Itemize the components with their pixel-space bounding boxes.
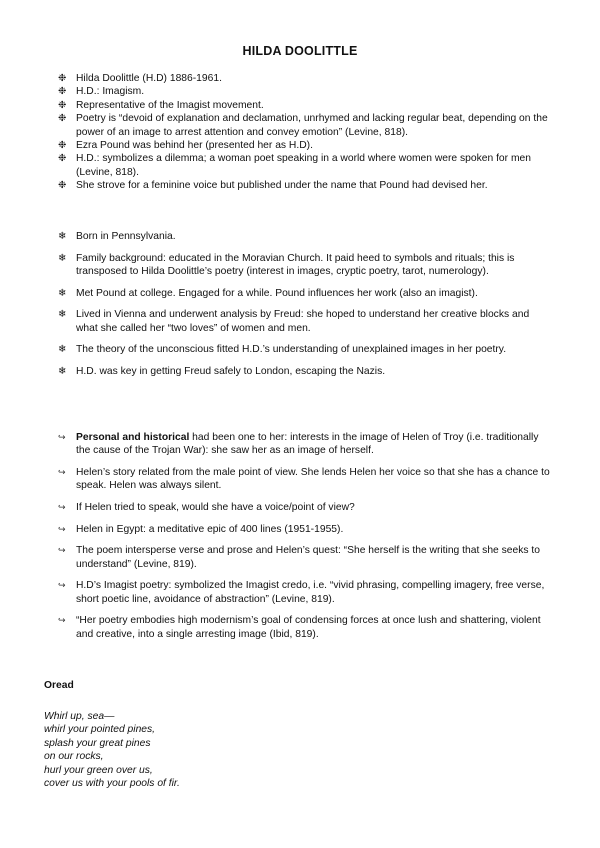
snowflake-bullet-icon: ❄	[58, 252, 67, 264]
list-item: ↪ H.D’s Imagist poetry: symbolized the Imagist credo, i.e. “vivid phrasing, compelling imagery, free verse, short poetic line, avoidance of abstraction” (Levine, 819).	[58, 580, 545, 605]
list-item: ❄ Born in Pennsylvania.	[58, 231, 176, 242]
poem-line: splash your great pines	[44, 737, 151, 749]
snowflake-bullet-icon: ❄	[58, 365, 67, 377]
list-item: ↪ “Her poetry embodies high modernism’s goal of condensing forces at once lush and shattering, violent and creative, into a single arresting image (Ibid, 819).	[58, 615, 541, 640]
list-item: ❄ The theory of the unconscious fitted H.D.’s understanding of unexplained images in her poetry.	[58, 344, 507, 356]
list-item: ❄ Met Pound at college. Engaged for a while. Pound influences her work (also an imagist).	[58, 287, 478, 299]
intro-list	[58, 72, 550, 193]
poem-line: on our rocks,	[44, 751, 104, 763]
curved-arrow-bullet-icon: ↪	[58, 615, 66, 626]
asterisk-bullet-icon: ❉	[58, 73, 67, 84]
poem-line: hurl your green over us,	[44, 764, 153, 776]
list-item: ❉ Ezra Pound was behind her (presented her as H.D).	[58, 140, 313, 152]
helen-list	[58, 431, 550, 649]
poem-line: whirl your pointed pines,	[44, 724, 156, 736]
curved-arrow-bullet-icon: ↪	[58, 467, 66, 477]
curved-arrow-bullet-icon: ↪	[58, 502, 66, 512]
poem-line: Whirl up, sea—	[44, 711, 115, 722]
list-item: ❉ She strove for a feminine voice but published under the name that Pound had devised her.	[58, 180, 488, 192]
list-item: ❉ Hilda Doolittle (H.D) 1886-1961.	[58, 73, 222, 84]
snowflake-bullet-icon: ❄	[58, 344, 67, 356]
list-item: ❄ H.D. was key in getting Freud safely to London, escaping the Nazis.	[58, 365, 386, 377]
asterisk-bullet-icon: ❉	[58, 140, 67, 152]
list-item: ↪ The poem intersperse verse and prose and Helen’s quest: “She herself is the writing that she seeks to understand” (Levine, 819).	[58, 545, 540, 570]
asterisk-bullet-icon: ❉	[58, 99, 67, 111]
curved-arrow-bullet-icon: ↪	[58, 523, 66, 534]
bold-phrase: Personal and historical	[76, 432, 190, 443]
snowflake-bullet-icon: ❄	[58, 287, 67, 299]
list-item: ↪ If Helen tried to speak, would she have a voice/point of view?	[58, 502, 355, 513]
poem-line: cover us with your pools of fir.	[44, 778, 180, 790]
snowflake-bullet-icon: ❄	[58, 309, 67, 321]
list-item: ↪ Personal and historical had been one to her: interests in the image of Helen of Troy (i.e. traditionally the cause of the Trojan War): she saw her as an image of herself.	[58, 432, 539, 457]
asterisk-bullet-icon: ❉	[58, 113, 67, 125]
asterisk-bullet-icon: ❉	[58, 180, 67, 192]
list-item: ❉ Poetry is “devoid of explanation and declamation, unrhymed and lacking regular beat, depending on the power of an image to arrest attention and convey emotion” (Levine, 818).	[58, 113, 548, 138]
poem-title: Oread	[44, 680, 74, 691]
poem-text	[44, 710, 180, 790]
list-item: ❄ Lived in Vienna and underwent analysis by Freud: she hoped to understand her creative blocks and what she called her “two loves” of women and men.	[58, 309, 530, 334]
list-item: ❉ H.D.: symbolizes a dilemma; a woman poet speaking in a world where women were spoken for men (Levine, 818).	[58, 153, 531, 178]
page-title: HILDA DOOLITTLE	[242, 44, 358, 58]
curved-arrow-bullet-icon: ↪	[58, 580, 66, 591]
list-item: ❄ Family background: educated in the Moravian Church. It paid heed to symbols and rituals; this is transposed to Hilda Doolittle’s poetry (interest in images, cryptic poetry, tarot, numerology).	[58, 252, 515, 277]
asterisk-bullet-icon: ❉	[58, 153, 67, 165]
list-item: ↪ Helen in Egypt: a meditative epic of 400 lines (1951-1955).	[58, 523, 344, 535]
list-item: ↪ Helen’s story related from the male point of view. She lends Helen her voice so that she has a chance to speak. Helen was always silent.	[58, 467, 550, 492]
biography-list	[58, 230, 550, 386]
list-item: ❉ Representative of the Imagist movement.	[58, 99, 264, 111]
curved-arrow-bullet-icon: ↪	[58, 545, 66, 556]
list-item: ❉ H.D.: Imagism.	[58, 86, 145, 98]
snowflake-bullet-icon: ❄	[58, 231, 67, 242]
asterisk-bullet-icon: ❉	[58, 86, 67, 98]
curved-arrow-bullet-icon: ↪	[58, 432, 66, 442]
